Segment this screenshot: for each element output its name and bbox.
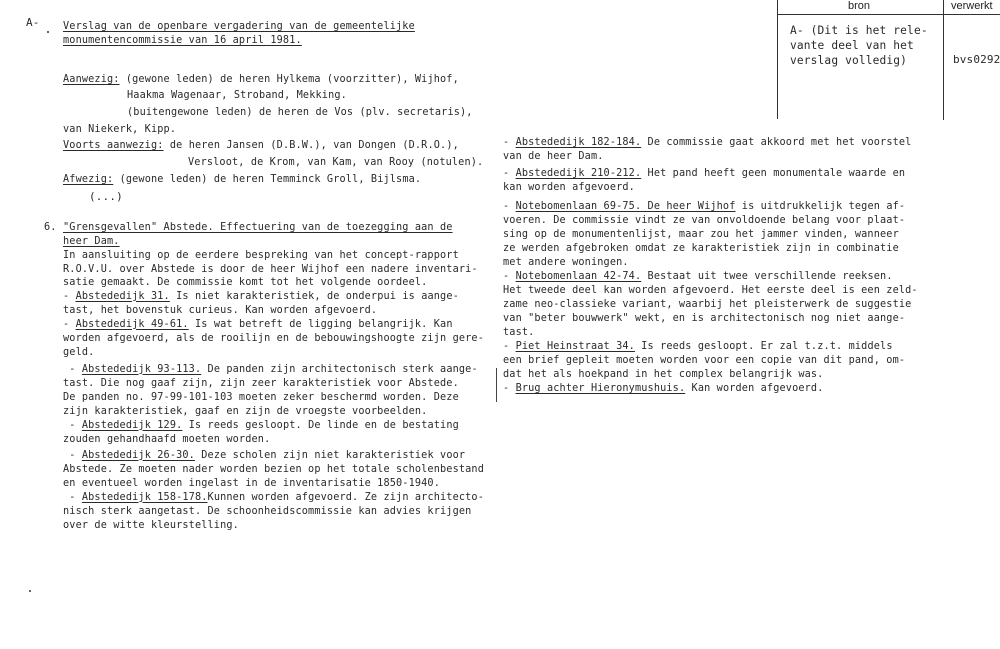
- entry-line: De panden no. 97-99-101-103 moeten zeker beschermd worden. Deze: [63, 391, 459, 403]
- right-entry: - Notebomenlaan 69-75. De heer Wijhof is uitdrukkelijk tegen af- voeren. De commissie vindt ze van onvoldoende belang voor plaat- sing op de monumentenlijst, maar zou het jammer vinden, wanneer ze werden afgebroken omdat ze karakteristiek zijn in combinatie met andere woningen.: [503, 200, 923, 270]
- right-entry: - Piet Heinstraat 34. Is reeds gesloopt. Er zal t.z.t. middels een brief gepleit moeten worden voor een copie van dit pand, om- dat het als hoekpand in het complex belangrijk was.: [503, 340, 923, 382]
- right-entry: - Abstededijk 182-184. De commissie gaat akkoord met het voorstel van de heer Dam.: [503, 136, 923, 164]
- entry-line: tast. Die nog gaaf zijn, zijn zeer karakteristiek voor Abstede.: [63, 377, 459, 389]
- left-column: [63, 221, 493, 533]
- entry-line: nisch sterk aangetast. De schoonheidscommissie kan advies krijgen: [63, 505, 472, 517]
- attendance-block: [63, 72, 483, 206]
- margin-dot-bottom: [29, 590, 31, 592]
- absent-row: [63, 172, 483, 189]
- intro-line: R.O.V.U. over Abstede is door de heer Wijhof een nadere inventari-: [63, 263, 478, 275]
- also-line: de heren Jansen (D.B.W.), van Dongen (D.R.O.),: [169, 140, 459, 151]
- header-verwerkt: verwerkt: [951, 0, 993, 12]
- ellipsis: (...): [89, 190, 123, 203]
- entry-line: Is wat betreft de ligging belangrijk. Kan: [194, 318, 453, 330]
- left-entry: - Abstededijk 93-113. De panden zijn architectonisch sterk aange- tast. Die nog gaaf zijn, zijn zeer karakteristiek voor Abstede. De panden no. 97-99-101-103 moeten zeker beschermd worden. Deze zijn karakteristiek, gaaf en zijn de vroegste voorbeelden.: [63, 363, 493, 419]
- entry-line: ze werden afgebroken omdat ze karakteristiek zijn in combinatie: [503, 243, 899, 254]
- header-note-line: vante deel van het: [790, 39, 914, 52]
- item-number: 6.: [44, 222, 57, 233]
- right-column: [503, 136, 923, 396]
- entry-line: tast.: [503, 327, 535, 338]
- also-line: Versloot, de Krom, van Kam, van Rooy (notulen).: [188, 157, 484, 168]
- present-line: (buitengewone leden) de heren de Vos (plv. secretaris),: [127, 107, 473, 118]
- margin-label: A-: [26, 16, 40, 29]
- entry-line: Het pand heeft geen monumentale waarde en: [647, 168, 906, 179]
- entry-line: en eventueel worden ingelast in de inventarisatie 1850-1940.: [63, 477, 441, 489]
- also-row: [63, 138, 483, 155]
- entry-line: De panden zijn architectonisch sterk aange-: [207, 363, 478, 375]
- title-line: monumentencommissie van 16 april 1981.: [63, 35, 302, 46]
- entry-line: dat het als hoekpand in het complex belangrijk was.: [503, 369, 824, 380]
- entry-line: over de witte kleurstelling.: [63, 519, 239, 531]
- header-code: bvs0292: [953, 53, 1000, 66]
- entry-line: Is reeds gesloopt. Er zal t.z.t. middels: [641, 341, 893, 352]
- right-entry: - Abstededijk 210-212. Het pand heeft geen monumentale waarde en kan worden afgevoerd.: [503, 167, 923, 195]
- entry-line: is uitdrukkelijk tegen af-: [741, 201, 906, 212]
- entry-line: voeren. De commissie vindt ze van onvoldoende belang voor plaat-: [503, 215, 906, 226]
- entry-line: Kunnen worden afgevoerd. Ze zijn architecto-: [207, 491, 485, 503]
- header-note-line: verslag volledig): [790, 54, 908, 67]
- also-label: Voorts aanwezig:: [63, 140, 164, 151]
- right-entry: - Notebomenlaan 42-74. Bestaat uit twee verschillende reeksen. Het tweede deel kan worden afgevoerd. Het eerste deel is een zeld- zame neo-classieke variant, waarbij het pleisterwerk de suggestie van "beter bouwwerk" wekt, en is architectonisch nog niet aange- tast.: [503, 270, 923, 340]
- left-entry: - Abstededijk 129. Is reeds gesloopt. De linde en de bestating zouden gehandhaafd moeten worden.: [63, 419, 493, 447]
- header-bron: bron: [848, 0, 871, 12]
- item-heading-line: heer Dam.: [63, 236, 120, 247]
- entry-line: van de heer Dam.: [503, 151, 604, 162]
- entry-line: Het tweede deel kan worden afgevoerd. Het eerste deel is een zeld-: [503, 285, 918, 296]
- document-title: [63, 20, 415, 48]
- entry-line: zame neo-classieke variant, waarbij het pleisterwerk de suggestie: [503, 299, 912, 310]
- entry-line: Abstede. Ze moeten nader worden bezien op het totale scholenbestand: [63, 463, 484, 475]
- margin-bar: [496, 368, 497, 402]
- left-entry: - Abstededijk 31. Is niet karakteristiek, de onderpui is aange- tast, het bovenstuk curieus. Kan worden afgevoerd.: [63, 290, 493, 318]
- entry-label: Abstededijk 31.: [75, 290, 170, 302]
- entry-line: Is niet karakteristiek, de onderpui is aange-: [176, 290, 459, 302]
- absent-label: Afwezig:: [63, 174, 114, 185]
- header-note: [790, 23, 928, 68]
- entry-label: Piet Heinstraat 34.: [515, 341, 635, 352]
- entry-line: Deze scholen zijn niet karakteristiek voor: [201, 449, 466, 461]
- right-entry: - Brug achter Hieronymushuis. Kan worden afgevoerd.: [503, 383, 824, 394]
- entry-line: kan worden afgevoerd.: [503, 182, 635, 193]
- entry-line: zouden gehandhaafd moeten worden.: [63, 433, 271, 445]
- entry-line: geld.: [63, 346, 95, 358]
- present-line: van Niekerk, Kipp.: [63, 124, 177, 135]
- intro-line: satie gemaakt. De commissie komt tot het volgende oordeel.: [63, 277, 428, 288]
- entry-label: Abstededijk 26-30.: [81, 449, 195, 461]
- left-entry: - Abstededijk 26-30. Deze scholen zijn niet karakteristiek voor Abstede. Ze moeten nader worden bezien op het totale scholenbestand en eventueel worden ingelast in de inventarisatie 1850-1940.: [63, 449, 493, 491]
- left-entry: - Abstededijk 49-61. Is wat betreft de ligging belangrijk. Kan worden afgevoerd, als de rooilijn en de bebouwingshoogte zijn gere- geld.: [63, 318, 493, 360]
- entry-line: tast, het bovenstuk curieus. Kan worden afgevoerd.: [63, 304, 378, 316]
- entry-line: Is reeds gesloopt. De linde en de bestating: [188, 419, 459, 431]
- entry-label: Notebomenlaan 42-74.: [515, 271, 642, 282]
- present-line: Haakma Wagenaar, Stroband, Mekking.: [127, 90, 347, 101]
- entry-label: Abstededijk 93-113.: [81, 363, 202, 375]
- entry-line: worden afgevoerd, als de rooilijn en de bebouwingshoogte zijn gere-: [63, 332, 484, 344]
- entry-label: Notebomenlaan 69-75. De heer Wijhof: [515, 201, 736, 212]
- item-heading-line: "Grensgevallen" Abstede. Effectuering van de toezegging aan de: [63, 222, 453, 233]
- entry-label: Abstededijk 182-184.: [515, 137, 642, 148]
- present-label: Aanwezig:: [63, 74, 120, 85]
- present-row: [63, 72, 483, 88]
- present-line: (gewone leden) de heren Hylkema (voorzitter), Wijhof,: [125, 74, 459, 85]
- entry-line: Bestaat uit twee verschillende reeksen.: [647, 271, 893, 282]
- archive-header-divider: [943, 0, 944, 120]
- entry-label: Abstededijk 129.: [81, 419, 183, 431]
- entry-line: De commissie gaat akkoord met het voorstel: [647, 137, 912, 148]
- left-entry: - Abstededijk 158-178.Kunnen worden afgevoerd. Ze zijn architecto- nisch sterk aangetast. De schoonheidscommissie kan advies krijgen over de witte kleurstelling.: [63, 491, 493, 533]
- entry-label: Abstededijk 158-178.: [81, 491, 208, 503]
- entry-line: sing op de monumentenlijst, maar zou het jammer vinden, wanneer: [503, 229, 899, 240]
- title-line: Verslag van de openbare vergadering van de gemeentelijke: [63, 21, 415, 32]
- entry-line: Kan worden afgevoerd.: [691, 383, 824, 394]
- intro-line: In aansluiting op de eerdere bespreking van het concept-rapport: [63, 250, 459, 261]
- entry-label: Abstededijk 49-61.: [75, 318, 189, 330]
- entry-line: van "beter bouwwerk" wekt, en is architectonisch nog niet aange-: [503, 313, 906, 324]
- entry-line: een brief gepleit moeten worden voor een copie van dit pand, om-: [503, 355, 906, 366]
- entry-line: zijn karakteristiek, gaaf en zijn de vroegste voorbeelden.: [63, 405, 428, 417]
- entry-label: Brug achter Hieronymushuis.: [515, 383, 686, 394]
- entry-label: Abstededijk 210-212.: [515, 168, 642, 179]
- entry-line: met andere woningen.: [503, 257, 629, 268]
- header-note-line: A- (Dit is het rele-: [790, 24, 928, 37]
- margin-dot: [47, 31, 49, 33]
- absent-text: (gewone leden) de heren Temminck Groll, Bijlsma.: [119, 174, 422, 185]
